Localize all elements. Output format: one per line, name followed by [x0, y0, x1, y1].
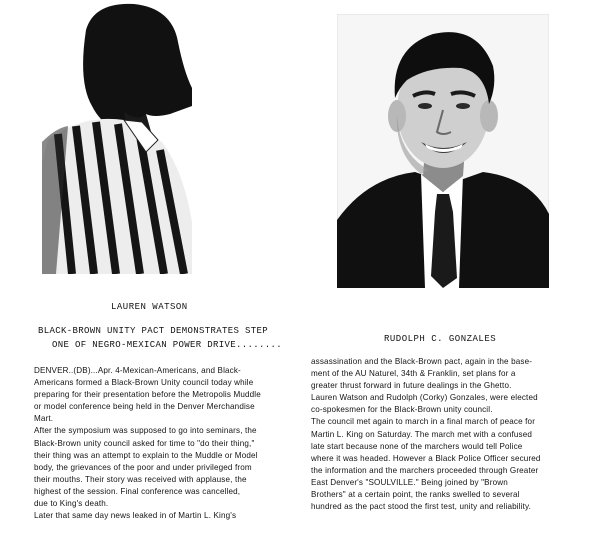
text-line: East Denver's "SOULVILLE." Being joined by "Brown	[311, 477, 508, 487]
text-line: or model conference being held in the Denver Merchandise	[34, 402, 255, 412]
text-line: Mart.	[34, 414, 54, 424]
headline-line: BLACK-BROWN UNITY PACT DEMONSTRATES STEP	[38, 326, 269, 336]
text-line: due to King's death.	[34, 499, 109, 509]
text-line: Brothers" at a certain point, the ranks swelled to several	[311, 490, 520, 500]
article-column-left	[34, 365, 302, 522]
article-column-right	[311, 356, 597, 513]
text-line: late start because none of the marchers would tell Police	[311, 441, 523, 451]
text-line: assassination and the Black-Brown pact, again in the base-	[311, 357, 533, 366]
photo-rudolph-gonzales	[337, 14, 549, 288]
text-line: the information and the marchers proceeded through Greater	[311, 465, 539, 475]
text-line: The council met again to march in a final march of peace for	[311, 417, 536, 427]
text-line: co-spokesmen for the Black-Brown unity council.	[311, 405, 493, 415]
text-line: their thing was an attempt to explain to the Muddle or Model	[34, 450, 258, 460]
text-line: where it was headed. However a Black Police Officer secured	[311, 453, 541, 463]
text-line: ment of the AU Naturel, 34th & Franklin, set plans for a	[311, 369, 516, 379]
photo-caption-left: LAUREN WATSON	[111, 302, 188, 312]
text-line: Lauren Watson and Rudolph (Corky) Gonzales, were elected	[311, 393, 538, 403]
text-line: Americans formed a Black-Brown Unity council today while	[34, 378, 254, 388]
text-line: highest of the session. Final conference was cancelled,	[34, 486, 241, 496]
text-line: body, the grievances of the poor and under privileged from	[34, 462, 252, 472]
text-line: DENVER..(DB)...Apr. 4-Mexican-Americans, and Black-	[34, 366, 241, 375]
text-line: Martin L. King on Saturday. The march met with a confused	[311, 429, 533, 439]
text-line: their mouths. Their story was received with applause, the	[34, 474, 247, 484]
text-line: greater thrust forward in future dealings in the Ghetto.	[311, 381, 512, 391]
headline-line: ONE OF NEGRO-MEXICAN POWER DRIVE........	[52, 340, 283, 350]
photo-caption-right: RUDOLPH C. GONZALES	[384, 334, 497, 344]
text-line: preparing for their presentation before the Metropolis Muddle	[34, 390, 261, 400]
text-line: Later that same day news leaked in of Martin L. King's	[34, 511, 237, 521]
text-line: After the symposium was supposed to go into seminars, the	[34, 426, 257, 436]
text-line: hundred as the pact stood the first test, unity and reliability.	[311, 502, 532, 512]
article-headline	[38, 324, 298, 352]
photo-lauren-watson	[42, 2, 192, 274]
text-line: Black-Brown unity council asked for time to "do their thing,"	[34, 438, 255, 448]
